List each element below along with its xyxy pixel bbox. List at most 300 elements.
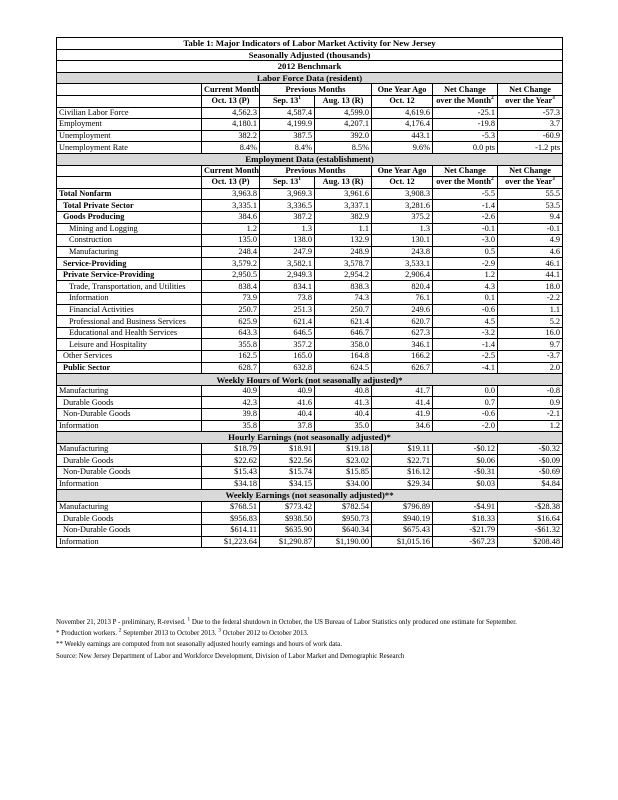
cell-p1: 3,969.3 bbox=[260, 188, 315, 200]
cell-p2: 132.9 bbox=[315, 235, 372, 247]
cell-nm: -$0.31 bbox=[433, 466, 498, 478]
labor-indicators-table bbox=[56, 37, 563, 548]
header-over-month-label: over the Month bbox=[436, 177, 491, 187]
row-label: Other Services bbox=[57, 351, 202, 363]
cell-p1: 40.4 bbox=[260, 409, 315, 421]
cell-p2: 40.4 bbox=[315, 409, 372, 421]
cell-p1: 247.9 bbox=[260, 246, 315, 258]
cell-yr: 41.7 bbox=[372, 385, 433, 397]
cell-ny: 44.1 bbox=[498, 269, 563, 281]
cell-ny: 1.2 bbox=[498, 420, 563, 432]
row-label: Trade, Transportation, and Utilities bbox=[57, 281, 202, 293]
cell-nm: 0.5 bbox=[433, 246, 498, 258]
section-title: Hourly Earnings (not seasonally adjusted)* bbox=[57, 432, 563, 444]
table-row bbox=[57, 293, 563, 305]
cell-ny: -0.1 bbox=[498, 223, 563, 235]
cell-p1: 73.8 bbox=[260, 293, 315, 305]
cell-ny: 16.0 bbox=[498, 327, 563, 339]
cell-ny: -$61.32 bbox=[498, 524, 563, 536]
table-row bbox=[57, 200, 563, 212]
cell-p1: 4,587.4 bbox=[260, 107, 315, 119]
cell-cur: $15.43 bbox=[202, 466, 260, 478]
cell-p1: 4,199.9 bbox=[260, 119, 315, 131]
cell-p2: $640.34 bbox=[315, 524, 372, 536]
cell-yr: 4,176.4 bbox=[372, 119, 433, 131]
cell-nm: 0.7 bbox=[433, 397, 498, 409]
cell-ny: -1.2 pts bbox=[498, 142, 563, 154]
cell-p2: 3,578.7 bbox=[315, 258, 372, 270]
header-sep13-footnote: 1 bbox=[298, 95, 302, 102]
section-title: Employment Data (establishment) bbox=[57, 153, 563, 165]
cell-p1: 646.5 bbox=[260, 327, 315, 339]
cell-cur: 35.8 bbox=[202, 420, 260, 432]
header-aug13: Aug. 13 (R) bbox=[315, 95, 372, 107]
cell-ny: -57.3 bbox=[498, 107, 563, 119]
table-row bbox=[57, 281, 563, 293]
cell-p2: $1,190.00 bbox=[315, 536, 372, 548]
header-blank bbox=[57, 165, 202, 177]
table-row bbox=[57, 269, 563, 281]
row-label: Professional and Business Services bbox=[57, 316, 202, 328]
header-over-year-label: over the Year bbox=[505, 96, 553, 106]
cell-ny: 1.1 bbox=[498, 304, 563, 316]
cell-p2: 4,207.1 bbox=[315, 119, 372, 131]
header-previous-months: Previous Months bbox=[260, 84, 372, 96]
weekly-section-header bbox=[57, 490, 563, 502]
cell-p2: 164.8 bbox=[315, 351, 372, 363]
cell-p2: 3,961.6 bbox=[315, 188, 372, 200]
cell-p1: $22.56 bbox=[260, 455, 315, 467]
cell-yr: 1.3 bbox=[372, 223, 433, 235]
header-previous-months: Previous Months bbox=[260, 165, 372, 177]
cell-p1: 37.8 bbox=[260, 420, 315, 432]
employment-section-header bbox=[57, 153, 563, 165]
cell-p2: 35.0 bbox=[315, 420, 372, 432]
table-row bbox=[57, 420, 563, 432]
row-label: Information bbox=[57, 420, 202, 432]
header-over-year bbox=[498, 95, 563, 107]
row-label: Manufacturing bbox=[57, 246, 202, 258]
table-row bbox=[57, 258, 563, 270]
cell-p1: 8.4% bbox=[260, 142, 315, 154]
cell-cur: $18.79 bbox=[202, 443, 260, 455]
cell-ny: 4.9 bbox=[498, 235, 563, 247]
cell-yr: 41.9 bbox=[372, 409, 433, 421]
cell-nm: 1.2 bbox=[433, 269, 498, 281]
cell-cur: 250.7 bbox=[202, 304, 260, 316]
section-title: Weekly Hours of Work (not seasonally adjusted)* bbox=[57, 374, 563, 386]
header-oct12: Oct. 12 bbox=[372, 95, 433, 107]
column-header-row bbox=[57, 84, 563, 96]
cell-p1: 387.5 bbox=[260, 130, 315, 142]
header-blank bbox=[57, 177, 202, 189]
cell-ny: -$0.09 bbox=[498, 455, 563, 467]
header-current-month: Current Month bbox=[202, 165, 260, 177]
cell-p2: 2,954.2 bbox=[315, 269, 372, 281]
cell-p1: 138.0 bbox=[260, 235, 315, 247]
header-over-year-footnote: 3 bbox=[552, 95, 555, 102]
hours-section-header bbox=[57, 374, 563, 386]
cell-nm: -2.9 bbox=[433, 258, 498, 270]
row-label: Non-Durable Goods bbox=[57, 524, 202, 536]
cell-p2: 4,599.0 bbox=[315, 107, 372, 119]
cell-nm: -3.0 bbox=[433, 235, 498, 247]
header-net-change-year: Net Change bbox=[498, 84, 563, 96]
cell-yr: 3,533.1 bbox=[372, 258, 433, 270]
cell-ny: -$0.32 bbox=[498, 443, 563, 455]
row-label: Financial Activities bbox=[57, 304, 202, 316]
row-label: Educational and Health Services bbox=[57, 327, 202, 339]
cell-cur: 3,963.8 bbox=[202, 188, 260, 200]
cell-ny: -$28.38 bbox=[498, 501, 563, 513]
header-current-month: Current Month bbox=[202, 84, 260, 96]
cell-p2: 382.9 bbox=[315, 211, 372, 223]
cell-nm: $0.06 bbox=[433, 455, 498, 467]
cell-nm: 4.3 bbox=[433, 281, 498, 293]
cell-ny: -0.8 bbox=[498, 385, 563, 397]
cell-ny: 3.7 bbox=[498, 119, 563, 131]
cell-cur: 3,335.1 bbox=[202, 200, 260, 212]
cell-cur: 8.4% bbox=[202, 142, 260, 154]
section-title: Weekly Earnings (not seasonally adjusted)** bbox=[57, 490, 563, 502]
header-over-month-footnote: 2 bbox=[490, 176, 494, 183]
table-row bbox=[57, 304, 563, 316]
cell-p1: 165.0 bbox=[260, 351, 315, 363]
row-label: Durable Goods bbox=[57, 397, 202, 409]
cell-nm: -$67.23 bbox=[433, 536, 498, 548]
row-label: Mining and Logging bbox=[57, 223, 202, 235]
cell-yr: 2,906.4 bbox=[372, 269, 433, 281]
row-label: Non-Durable Goods bbox=[57, 409, 202, 421]
cell-cur: 135.0 bbox=[202, 235, 260, 247]
cell-p2: $782.54 bbox=[315, 501, 372, 513]
cell-cur: $1,223.64 bbox=[202, 536, 260, 548]
row-label: Unemployment bbox=[57, 130, 202, 142]
cell-yr: 243.8 bbox=[372, 246, 433, 258]
row-label: Private Service-Providing bbox=[57, 269, 202, 281]
cell-cur: $22.62 bbox=[202, 455, 260, 467]
labor_force-section-header bbox=[57, 72, 563, 84]
cell-ny: 4.6 bbox=[498, 246, 563, 258]
cell-p2: $19.18 bbox=[315, 443, 372, 455]
cell-p1: $938.50 bbox=[260, 513, 315, 525]
cell-cur: $34.18 bbox=[202, 478, 260, 490]
table-row bbox=[57, 513, 563, 525]
row-label: Information bbox=[57, 293, 202, 305]
cell-yr: 249.6 bbox=[372, 304, 433, 316]
cell-ny: $4.84 bbox=[498, 478, 563, 490]
header-oct13: Oct. 13 (P) bbox=[202, 95, 260, 107]
cell-nm: 0.0 pts bbox=[433, 142, 498, 154]
cell-nm: 4.5 bbox=[433, 316, 498, 328]
cell-ny: 46.1 bbox=[498, 258, 563, 270]
header-aug13: Aug. 13 (R) bbox=[315, 177, 372, 189]
cell-p2: 248.9 bbox=[315, 246, 372, 258]
cell-nm: -25.1 bbox=[433, 107, 498, 119]
cell-yr: 34.6 bbox=[372, 420, 433, 432]
cell-p2: 646.7 bbox=[315, 327, 372, 339]
header-sep13-footnote: 1 bbox=[298, 176, 302, 183]
footnotes bbox=[56, 617, 596, 662]
cell-nm: -1.4 bbox=[433, 200, 498, 212]
cell-nm: -0.1 bbox=[433, 223, 498, 235]
cell-ny: 9.7 bbox=[498, 339, 563, 351]
cell-cur: $614.11 bbox=[202, 524, 260, 536]
cell-p2: 1.1 bbox=[315, 223, 372, 235]
cell-nm: -0.6 bbox=[433, 409, 498, 421]
cell-ny: 5.2 bbox=[498, 316, 563, 328]
cell-cur: 643.3 bbox=[202, 327, 260, 339]
cell-yr: $19.11 bbox=[372, 443, 433, 455]
cell-cur: 73.9 bbox=[202, 293, 260, 305]
cell-yr: $16.12 bbox=[372, 466, 433, 478]
cell-cur: $956.83 bbox=[202, 513, 260, 525]
cell-ny: 53.5 bbox=[498, 200, 563, 212]
cell-yr: 41.4 bbox=[372, 397, 433, 409]
table-row bbox=[57, 211, 563, 223]
table-row bbox=[57, 119, 563, 131]
row-label: Total Private Sector bbox=[57, 200, 202, 212]
cell-p2: $15.85 bbox=[315, 466, 372, 478]
cell-yr: $796.89 bbox=[372, 501, 433, 513]
cell-p2: 40.8 bbox=[315, 385, 372, 397]
header-oct12: Oct. 12 bbox=[372, 177, 433, 189]
cell-yr: 375.2 bbox=[372, 211, 433, 223]
footnote-source: Source: New Jersey Department of Labor and Workforce Development, Division of Labor Market and Demographic Research bbox=[56, 652, 405, 660]
table-row bbox=[57, 351, 563, 363]
table-row bbox=[57, 478, 563, 490]
cell-cur: 4,180.1 bbox=[202, 119, 260, 131]
cell-yr: 3,281.6 bbox=[372, 200, 433, 212]
cell-p1: 3,582.1 bbox=[260, 258, 315, 270]
cell-cur: 248.4 bbox=[202, 246, 260, 258]
header-over-month bbox=[433, 177, 498, 189]
cell-p2: 8.5% bbox=[315, 142, 372, 154]
cell-nm: -$0.12 bbox=[433, 443, 498, 455]
table-subtitle: Seasonally Adjusted (thousands) bbox=[57, 49, 563, 61]
cell-yr: 620.7 bbox=[372, 316, 433, 328]
row-label: Leisure and Hospitality bbox=[57, 339, 202, 351]
cell-nm: $0.03 bbox=[433, 478, 498, 490]
header-blank bbox=[57, 84, 202, 96]
cell-yr: 443.1 bbox=[372, 130, 433, 142]
row-label: Information bbox=[57, 536, 202, 548]
cell-yr: 820.4 bbox=[372, 281, 433, 293]
cell-ny: 2.0 bbox=[498, 362, 563, 374]
cell-p2: 621.4 bbox=[315, 316, 372, 328]
cell-p2: 838.3 bbox=[315, 281, 372, 293]
row-label: Information bbox=[57, 478, 202, 490]
cell-p1: $773.42 bbox=[260, 501, 315, 513]
cell-p1: $18.91 bbox=[260, 443, 315, 455]
cell-ny: $16.64 bbox=[498, 513, 563, 525]
section-title: Labor Force Data (resident) bbox=[57, 72, 563, 84]
cell-cur: 2,950.5 bbox=[202, 269, 260, 281]
cell-p1: 41.6 bbox=[260, 397, 315, 409]
cell-cur: 382.2 bbox=[202, 130, 260, 142]
row-label: Manufacturing bbox=[57, 501, 202, 513]
header-over-year-footnote: 3 bbox=[552, 176, 555, 183]
row-label: Durable Goods bbox=[57, 513, 202, 525]
table-row bbox=[57, 339, 563, 351]
header-sep13 bbox=[260, 95, 315, 107]
cell-p1: 2,949.3 bbox=[260, 269, 315, 281]
row-label: Manufacturing bbox=[57, 443, 202, 455]
hourly-section-header bbox=[57, 432, 563, 444]
table-row bbox=[57, 188, 563, 200]
cell-p2: 41.3 bbox=[315, 397, 372, 409]
cell-p1: 3,336.5 bbox=[260, 200, 315, 212]
cell-yr: $940.19 bbox=[372, 513, 433, 525]
cell-ny: -3.7 bbox=[498, 351, 563, 363]
cell-yr: 4,619.6 bbox=[372, 107, 433, 119]
cell-p2: 624.5 bbox=[315, 362, 372, 374]
table-benchmark: 2012 Benchmark bbox=[57, 61, 563, 73]
row-label: Non-Durable Goods bbox=[57, 466, 202, 478]
cell-p2: $950.73 bbox=[315, 513, 372, 525]
header-sep13-label: Sep. 13 bbox=[272, 96, 299, 106]
cell-ny: -$0.69 bbox=[498, 466, 563, 478]
cell-nm: -0.6 bbox=[433, 304, 498, 316]
cell-p1: $1,290.87 bbox=[260, 536, 315, 548]
cell-p1: 621.4 bbox=[260, 316, 315, 328]
cell-cur: 3,579.2 bbox=[202, 258, 260, 270]
header-one-year-ago: One Year Ago bbox=[372, 165, 433, 177]
cell-yr: 76.1 bbox=[372, 293, 433, 305]
row-label: Durable Goods bbox=[57, 455, 202, 467]
table-row bbox=[57, 455, 563, 467]
table-row bbox=[57, 362, 563, 374]
cell-nm: -1.4 bbox=[433, 339, 498, 351]
cell-yr: $29.34 bbox=[372, 478, 433, 490]
header-over-month bbox=[433, 95, 498, 107]
cell-cur: 162.5 bbox=[202, 351, 260, 363]
column-subheader-row bbox=[57, 95, 563, 107]
table-row bbox=[57, 536, 563, 548]
cell-cur: $768.51 bbox=[202, 501, 260, 513]
cell-yr: 9.6% bbox=[372, 142, 433, 154]
cell-p1: 1.3 bbox=[260, 223, 315, 235]
cell-nm: -19.8 bbox=[433, 119, 498, 131]
cell-p1: 834.1 bbox=[260, 281, 315, 293]
table-row bbox=[57, 142, 563, 154]
cell-nm: -5.3 bbox=[433, 130, 498, 142]
header-blank bbox=[57, 95, 202, 107]
cell-nm: -4.1 bbox=[433, 362, 498, 374]
cell-p1: 40.9 bbox=[260, 385, 315, 397]
table-row bbox=[57, 235, 563, 247]
cell-cur: 1.2 bbox=[202, 223, 260, 235]
column-header-row bbox=[57, 165, 563, 177]
table-row bbox=[57, 107, 563, 119]
cell-yr: 627.3 bbox=[372, 327, 433, 339]
cell-ny: 9.4 bbox=[498, 211, 563, 223]
footnote-weekly: ** Weekly earnings are computed from not seasonally adjusted hourly earnings and hours of work data. bbox=[56, 641, 342, 649]
cell-ny: 18.0 bbox=[498, 281, 563, 293]
row-label: Service-Providing bbox=[57, 258, 202, 270]
table-row bbox=[57, 397, 563, 409]
cell-cur: 625.9 bbox=[202, 316, 260, 328]
cell-p1: 251.3 bbox=[260, 304, 315, 316]
cell-nm: -2.6 bbox=[433, 211, 498, 223]
table-row bbox=[57, 316, 563, 328]
table-row bbox=[57, 409, 563, 421]
column-subheader-row bbox=[57, 177, 563, 189]
cell-nm: -3.2 bbox=[433, 327, 498, 339]
cell-nm: 0.0 bbox=[433, 385, 498, 397]
cell-nm: -5.5 bbox=[433, 188, 498, 200]
cell-yr: 346.1 bbox=[372, 339, 433, 351]
row-label: Civilian Labor Force bbox=[57, 107, 202, 119]
row-label: Construction bbox=[57, 235, 202, 247]
table-row bbox=[57, 501, 563, 513]
cell-p2: 74.3 bbox=[315, 293, 372, 305]
cell-p1: 387.2 bbox=[260, 211, 315, 223]
row-label: Total Nonfarm bbox=[57, 188, 202, 200]
cell-ny: -2.2 bbox=[498, 293, 563, 305]
table-row bbox=[57, 223, 563, 235]
table-row bbox=[57, 246, 563, 258]
cell-cur: 384.6 bbox=[202, 211, 260, 223]
cell-nm: -2.0 bbox=[433, 420, 498, 432]
header-net-change-month: Net Change bbox=[433, 165, 498, 177]
header-over-year-label: over the Year bbox=[505, 177, 553, 187]
header-over-month-label: over the Month bbox=[436, 96, 491, 106]
table-title: Table 1: Major Indicators of Labor Market Activity for New Jersey bbox=[57, 38, 563, 50]
cell-cur: 40.9 bbox=[202, 385, 260, 397]
header-one-year-ago: One Year Ago bbox=[372, 84, 433, 96]
cell-p2: 3,337.1 bbox=[315, 200, 372, 212]
header-over-year bbox=[498, 177, 563, 189]
table-row bbox=[57, 443, 563, 455]
row-label: Unemployment Rate bbox=[57, 142, 202, 154]
cell-yr: $675.43 bbox=[372, 524, 433, 536]
row-label: Manufacturing bbox=[57, 385, 202, 397]
cell-p1: $15.74 bbox=[260, 466, 315, 478]
cell-nm: 0.1 bbox=[433, 293, 498, 305]
cell-p2: 250.7 bbox=[315, 304, 372, 316]
cell-cur: 42.3 bbox=[202, 397, 260, 409]
table-row bbox=[57, 466, 563, 478]
footnote-date: November 21, 2013 P - preliminary, R-revised. $^1$ Due to the federal shutdown in October, the US Bureau of Labor Statistics only produced one estimate for September. bbox=[56, 616, 517, 626]
row-label: Public Sector bbox=[57, 362, 202, 374]
cell-p1: 632.8 bbox=[260, 362, 315, 374]
cell-cur: 838.4 bbox=[202, 281, 260, 293]
cell-yr: 626.7 bbox=[372, 362, 433, 374]
cell-yr: $1,015.16 bbox=[372, 536, 433, 548]
cell-p2: 358.0 bbox=[315, 339, 372, 351]
cell-p2: $34.00 bbox=[315, 478, 372, 490]
cell-ny: 0.9 bbox=[498, 397, 563, 409]
header-sep13-label: Sep. 13 bbox=[272, 177, 299, 187]
cell-p1: 357.2 bbox=[260, 339, 315, 351]
header-oct13: Oct. 13 (P) bbox=[202, 177, 260, 189]
cell-yr: 166.2 bbox=[372, 351, 433, 363]
cell-p2: 392.0 bbox=[315, 130, 372, 142]
footnote-production: * Production workers. $^2$ September 2013 to October 2013. $^3$ October 2012 to October 2013. bbox=[56, 627, 309, 638]
cell-ny: $208.48 bbox=[498, 536, 563, 548]
cell-cur: 628.7 bbox=[202, 362, 260, 374]
cell-yr: 130.1 bbox=[372, 235, 433, 247]
cell-p1: $635.90 bbox=[260, 524, 315, 536]
cell-nm: -$4.91 bbox=[433, 501, 498, 513]
table-row bbox=[57, 385, 563, 397]
cell-cur: 39.8 bbox=[202, 409, 260, 421]
cell-nm: $18.33 bbox=[433, 513, 498, 525]
cell-cur: 4,562.3 bbox=[202, 107, 260, 119]
header-net-change-year: Net Change bbox=[498, 165, 563, 177]
header-over-month-footnote: 2 bbox=[490, 95, 494, 102]
